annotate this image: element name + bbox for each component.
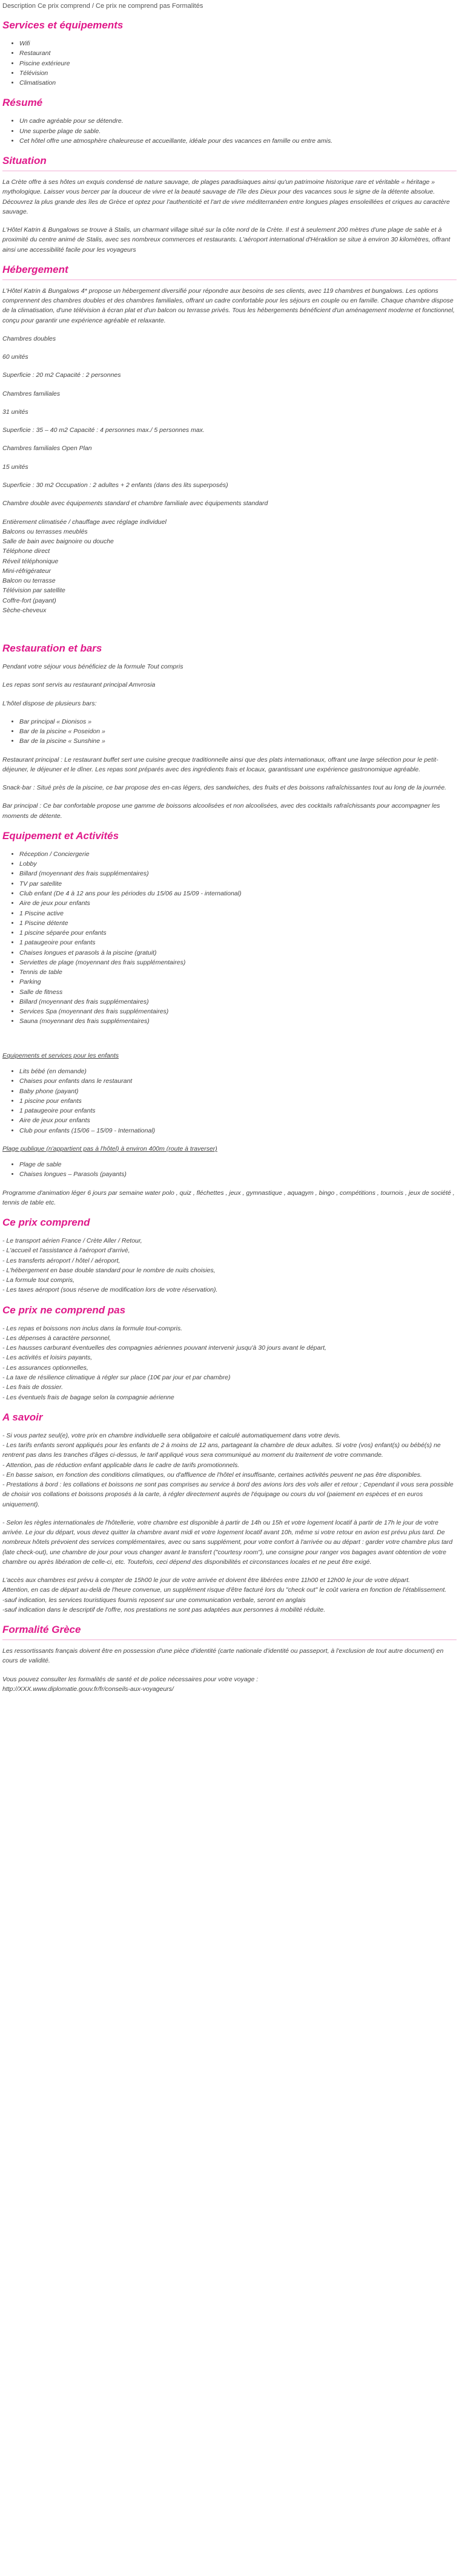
equipment-item: Mini-réfrigérateur [2, 567, 51, 575]
restauration-paragraph: L'hôtel dispose de plusieurs bars: [2, 699, 97, 707]
situation-paragraph: La Crète offre à ses hôtes un exquis condensé de nature sauvage, de plages paradisiaques ainsi qu'un patrimoine historique rare et véritable « héritage » mythologique. Laisser vous bercer par la douceur de vivre et la beauté sauvage de l'île des Dieux pour des vacances sous le signe de la détente absolue. Découvrez la plus grande des îles de Grèce et optez pour l'authenticité et l'art de vivre méditerranéen entre longues plages ensoleillées et criques au caractère sauvage. [2, 178, 450, 215]
list-item: • Billard (moyennant des frais supplémentaires) [19, 869, 457, 878]
services-title: Services et équipements [2, 19, 124, 31]
list-item: - Les hausses carburant éventuelles des compagnies aériennes pouvant intervenir jusqu'à 30 jours avant le départ, [2, 1344, 326, 1352]
list-item: • 1 piscine séparée pour enfants [19, 928, 457, 938]
prix-ne-comprend-title: Ce prix ne comprend pas [2, 1304, 126, 1316]
list-item: • Bar de la piscine « Poseidon » [19, 727, 457, 736]
list-item: • Club pour enfants (15/06 – 15/09 - International) [19, 1126, 457, 1136]
animation-paragraph: Programme d'animation léger 6 jours par semaine water polo , quiz , fléchettes , jeux , gymnastique , aquagym , bingo , compétitions , tournois , jeux de société , tennis de table etc. [2, 1189, 455, 1206]
room-type-details: Superficie : 20 m2 Capacité : 2 personnes [2, 371, 121, 379]
list-item: - Le transport aérien France / Crète Aller / Retour, [2, 1237, 142, 1245]
a-savoir-block [2, 1518, 457, 1567]
formalites-paragraph: Vous pouvez consulter les formalités de santé et de police nécessaires pour votre voyage : [2, 1675, 259, 1683]
info-line: -sauf indication dans le descriptif de l'offre, nos prestations ne sont pas adaptées aux personnes à mobilité réduite. [2, 1606, 326, 1613]
beach-section-title: Plage publique (n'appartient pas à l'hôtel) à environ 400m (route à traverser) [2, 1145, 217, 1152]
list-item: • Cet hôtel offre une atmosphère chaleureuse et accueillante, idéale pour des vacances en famille ou entre amis. [19, 136, 457, 146]
list-item: • Piscine extérieure [19, 59, 457, 68]
info-line: - Selon les règles internationales de l'hôtellerie, votre chambre est disponible à partir de 14h ou 15h et votre logement locatif à partir de 17h le jour de votre arrivée. Le jour du départ, vous devez quitter la chambre avant midi et votre logement locatif avant 10h, même si votre retour en avion est prévu plus tard. De nombreux hôtels prévoient des services complémentaires, avec ou sans supplément, pour votre confort à l'arrivée ou au départ : garder votre chambre plus tard (late check-out), une chambre de jour pour vous changer avant le transfert ("courtesy room"), une consigne pour ranger vos bagages avant obtention de votre chambre ou après libération de celle-ci, etc. Toutefois, ceci dépend des disponibilités et circonstances locales et ne peut être exigé. [2, 1518, 453, 1566]
room-type-name: Chambres familiales [2, 390, 61, 397]
equipment-item: Téléphone direct [2, 548, 50, 555]
room-type-count: 15 unités [2, 463, 28, 471]
bars-list [2, 717, 457, 747]
equipment-item: Entièrement climatisée / chauffage avec réglage individuel [2, 518, 167, 526]
restauration-title: Restauration et bars [2, 642, 102, 655]
kids-list [2, 1067, 457, 1136]
info-line: - Attention, pas de réduction enfant applicable dans le cadre de tarifs promotionnels. [2, 1461, 240, 1469]
restauration-paragraph: Les repas sont servis au restaurant principal Amvrosia [2, 681, 156, 689]
info-line: Attention, en cas de départ au-delà de l'heure convenue, un supplément risque d'être facturé lors du "check out" le coût variera en fonction de l'établissement. [2, 1586, 447, 1594]
list-item: • Aire de jeux pour enfants [19, 1116, 457, 1125]
prix-ne-comprend-list [2, 1324, 457, 1402]
list-item: • Baby phone (payant) [19, 1087, 457, 1096]
list-item: • Services Spa (moyennant des frais supplémentaires) [19, 1007, 457, 1016]
list-item: - Les assurances optionnelles, [2, 1364, 88, 1371]
list-item: - L'hébergement en base double standard pour le nombre de nuits choisies, [2, 1266, 216, 1274]
hebergement-paragraph: L'Hôtel Katrin & Bungalows 4* propose un hébergement diversifié pour répondre aux besoins de ses clients, avec 119 chambres et bungalows. Les options comprennent des chambres doubles et des chambres familiales, offrant un cadre confortable pour les séjours en couple ou en famille. Chaque chambre dispose de la climatisation, d'une télévision à écran plat et d'un balcon ou terrasse privés. Tous les hébergements bénéficient d'un aménagement moderne et fonctionnel, conçu pour garantir une expérience agréable et relaxante. [2, 287, 455, 324]
list-item: • Billard (moyennant des frais supplémentaires) [19, 997, 457, 1007]
list-item: - Les activités et loisirs payants, [2, 1354, 93, 1362]
restauration-paragraph: Restaurant principal : Le restaurant buffet sert une cuisine grecque traditionnelle ainsi que des plats internationaux, offrant une large sélection pour le petit-déjeuner, le déjeuner et le dîner. Les repas sont préparés avec des ingrédients frais et locaux, garantissant une expérience gastronomique agréable. [2, 756, 438, 773]
info-line: - En basse saison, en fonction des conditions climatiques, ou d'affluence de l'hôtel et insuffisante, certaines activités peuvent ne pas être disponibles. [2, 1471, 422, 1479]
list-item: • 1 pataugeoire pour enfants [19, 1106, 457, 1116]
room-type-count: 31 unités [2, 408, 28, 416]
list-item: • Chaises longues – Parasols (payants) [19, 1169, 457, 1179]
situation-title: Situation [2, 155, 47, 167]
list-item: • Wifi [19, 39, 457, 48]
room-type-name: Chambres familiales Open Plan [2, 445, 92, 453]
prix-comprend-title: Ce prix comprend [2, 1217, 90, 1229]
list-item: • Lobby [19, 859, 457, 869]
list-item: - Les taxes aéroport (sous réserve de modification lors de votre réservation). [2, 1286, 218, 1294]
list-item: • Serviettes de plage (moyennant des frais supplémentaires) [19, 958, 457, 967]
info-line: - Les tarifs enfants seront appliqués pour les enfants de 2 à moins de 12 ans, partageant la chambre de deux adultes. Si votre (vos) enfant(s) ou bébé(s) ne rentrent pas dans les tranches d'âges ci-dessus, le tarif appliqué vous sera communiqué au moment du traitement de votre commande. [2, 1441, 441, 1459]
tabs-line[interactable]: Description Ce prix comprend / Ce prix ne comprend pas Formalités [2, 2, 203, 10]
resume-title: Résumé [2, 97, 43, 109]
beach-list [2, 1160, 457, 1180]
divider [2, 1639, 457, 1640]
equipment-item: Balcon ou terrasse [2, 577, 56, 585]
list-item: • Un cadre agréable pour se détendre. [19, 116, 457, 126]
list-item: - Les dépenses à caractère personnel, [2, 1334, 111, 1342]
situation-paragraph: L'Hôtel Katrin & Bungalows se trouve à Stalis, un charmant village situé sur la côte nord de la Crète. Il est à seulement 200 mètres d'une plage de sable et à proximité du centre animé de Stalis, avec ses nombreux commerces et restaurants. L'aéroport international d'Héraklion se situe à environ 30 kilomètres, offrant ainsi une accessibilité facile pour les voyageurs [2, 226, 451, 253]
a-savoir-title: A savoir [2, 1411, 43, 1423]
list-item: • Sauna (moyennant des frais supplémentaires) [19, 1016, 457, 1026]
list-item: • Plage de sable [19, 1160, 457, 1169]
equipment-item: Balcons ou terrasses meublés [2, 528, 88, 535]
services-list [2, 39, 457, 88]
restauration-paragraph: Snack-bar : Situé près de la piscine, ce bar propose des en-cas légers, des sandwiches, des fruits et des boissons rafraîchissantes tout au long de la journée. [2, 784, 447, 792]
list-item: • Lits bébé (en demande) [19, 1067, 457, 1076]
resume-list [2, 116, 457, 146]
room-type-details: Superficie : 35 – 40 m2 Capacité : 4 personnes max./ 5 personnes max. [2, 427, 205, 434]
list-item: • Bar de la piscine « Sunshine » [19, 736, 457, 746]
hebergement-title: Hébergement [2, 263, 68, 275]
info-line: - Si vous partez seul(e), votre prix en chambre individuelle sera obligatoire et calculé automatiquement dans votre devis. [2, 1431, 341, 1439]
info-line: - Prestations à bord : les collations et boissons ne sont pas comprises au service à bord des avions lors des vols aller et retour ; Cependant il vous sera possible de choisir vos collations et boissons proposés à la carte, à régler directement auprès de l'équipage ou cours du vol (paiement en espèces et en euros uniquement). [2, 1481, 454, 1508]
list-item: • TV par satellite [19, 879, 457, 889]
equipment-item: Salle de bain avec baignoire ou douche [2, 538, 114, 546]
formalites-paragraph: Les ressortissants français doivent être en possession d'une pièce d'identité (carte nationale d'identité ou passeport, à l'exclusion de tout autre document) en cours de validité. [2, 1647, 444, 1665]
equipment-item: Réveil téléphonique [2, 557, 59, 565]
list-item: • Climatisation [19, 78, 457, 88]
info-line: L'accès aux chambres est prévu à compter de 15h00 le jour de votre arrivée et doivent être libérées entre 11h00 et 12h00 le jour de votre départ. [2, 1577, 411, 1584]
list-item: • 1 Piscine détente [19, 918, 457, 928]
list-item: • Restaurant [19, 48, 457, 58]
formalites-title: Formalité Grèce [2, 1624, 81, 1636]
list-item: • 1 pataugeoire pour enfants [19, 938, 457, 947]
list-item: • Chaises longues et parasols à la piscine (gratuit) [19, 948, 457, 958]
list-item: - Les frais de dossier. [2, 1384, 63, 1391]
list-item: - La taxe de résilience climatique à régler sur place (10€ par jour et par chambre) [2, 1373, 231, 1381]
equipment-item: Coffre-fort (payant) [2, 597, 56, 604]
a-savoir-block [2, 1575, 457, 1615]
list-item: - Les repas et boissons non inclus dans la formule tout-compris. [2, 1324, 183, 1332]
list-item: • Chaises pour enfants dans le restaurant [19, 1076, 457, 1086]
room-type-count: 60 unités [2, 353, 28, 361]
list-item: • Bar principal « Dionisos » [19, 717, 457, 727]
kids-section-title: Equipements et services pour les enfants [2, 1051, 119, 1059]
list-item: - La formule tout compris, [2, 1277, 75, 1284]
list-item: • Aire de jeux pour enfants [19, 898, 457, 908]
list-item: • 1 Piscine active [19, 909, 457, 918]
restauration-paragraph: Pendant votre séjour vous bénéficiez de la formule Tout compris [2, 663, 183, 671]
a-savoir-block [2, 1431, 457, 1509]
equipment-list [2, 517, 457, 616]
info-line: -sauf indication, les services touristiques fournis reposent sur une communication verbale, seront en anglais [2, 1596, 306, 1604]
room-type-details: Superficie : 30 m2 Occupation : 2 adultes + 2 enfants (dans des lits superposés) [2, 481, 228, 489]
activites-title: Equipement et Activités [2, 830, 119, 842]
room-type-name: Chambres doubles [2, 335, 56, 342]
list-item: • Une superbe plage de sable. [19, 126, 457, 136]
equipment-item: Sèche-cheveux [2, 606, 47, 614]
list-item: • Salle de fitness [19, 987, 457, 997]
restauration-paragraph: Bar principal : Ce bar confortable propose une gamme de boissons alcoolisées et non alcoolisées, avec des cocktails rafraîchissants pour accompagner les moments de détente. [2, 802, 440, 820]
list-item: • Tennis de table [19, 967, 457, 977]
activites-list [2, 849, 457, 1027]
prix-comprend-list [2, 1236, 457, 1295]
equipment-item: Télévision par satellite [2, 587, 65, 595]
list-item: • Télévision [19, 68, 457, 78]
equipment-intro: Chambre double avec équipements standard et chambre familiale avec équipements standard [2, 500, 268, 508]
list-item: • Réception / Conciergerie [19, 849, 457, 859]
list-item: - Les transferts aéroport / hôtel / aéroport, [2, 1257, 121, 1264]
list-item: • 1 piscine pour enfants [19, 1096, 457, 1106]
list-item: • Parking [19, 977, 457, 987]
diplomatie-link[interactable]: http://XXX.www.diplomatie.gouv.fr/fr/conseils-aux-voyageurs/ [2, 1685, 174, 1693]
list-item: - L'accueil et l'assistance à l'aéroport d'arrivé, [2, 1247, 130, 1255]
list-item: • Club enfant (De 4 à 12 ans pour les périodes du 15/06 au 15/09 - international) [19, 889, 457, 898]
list-item: - Les éventuels frais de bagage selon la compagnie aérienne [2, 1393, 174, 1401]
